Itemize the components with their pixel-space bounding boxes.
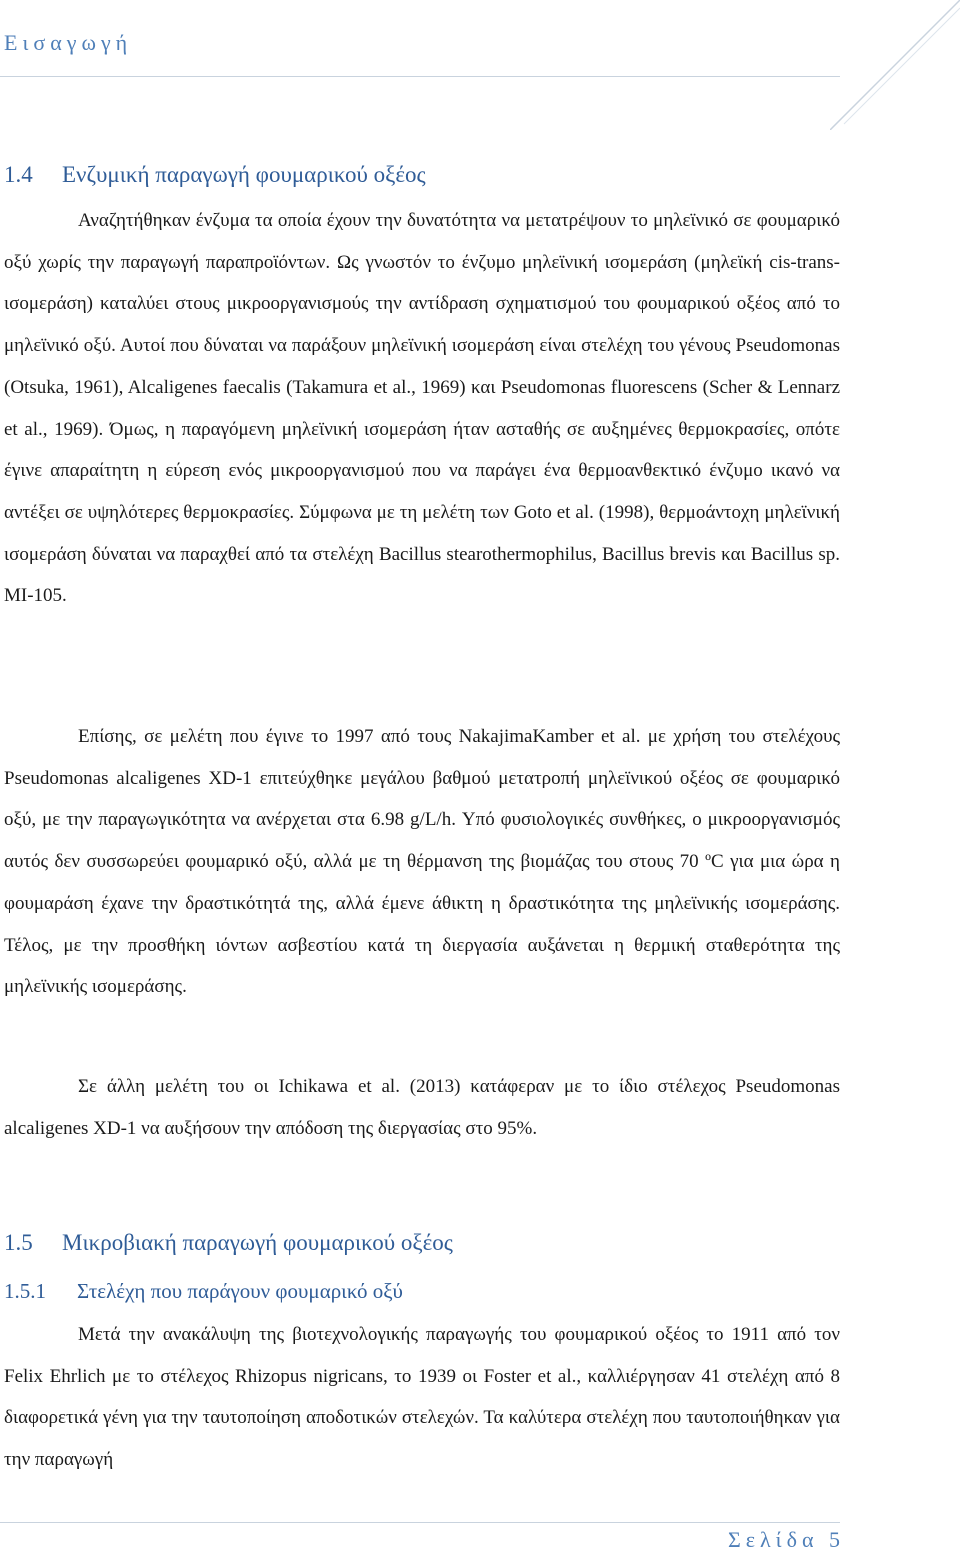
section-number: 1.5.1 — [4, 1279, 46, 1303]
section-title: Ενζυμική παραγωγή φουμαρικού οξέος — [62, 162, 426, 187]
header-rule — [0, 76, 840, 77]
footer-rule — [0, 1522, 840, 1523]
running-header: Εισαγωγή — [4, 30, 133, 55]
page-footer — [728, 1527, 840, 1553]
page-label: Σελίδα — [727, 1527, 819, 1552]
section-number: 1.5 — [4, 1230, 33, 1255]
corner-decoration — [830, 0, 960, 130]
section-heading-1-4 — [4, 162, 426, 188]
section-title: Στελέχη που παράγουν φουμαρικό οξύ — [77, 1279, 403, 1303]
paragraph-2: Επίσης, σε μελέτη που έγινε το 1997 από τους NakajimaKamber et al. με χρήση του στελέχους Pseudomonas alcaligenes XD-1 επιτεύχθηκε μεγάλου βαθμού μετατροπή μηλεϊνικού οξέος σε φουμαρικό οξύ, με την παραγωγικότητα να ανέρχεται στα 6.98 g/L/h. Υπό φυσιολογικές συνθήκες, ο μικροοργανισμός αυτός δεν συσσωρεύει φουμαρικό οξύ, αλλά με τη θέρμανση της βιομάζας του στους 70 ºC για μια ώρα η φουμαράση έχανε την δραστικότητά της, αλλά έμενε άθικτη η δραστικότητα της μηλεϊνικής ισομεράσης. Τέλος, με την προσθήκη ιόντων ασβεστίου κατά τη διεργασία αυξάνεται η θερμική σταθερότητα της μηλεϊνικής ισομεράσης. — [4, 726, 840, 998]
paragraph-1: Αναζητήθηκαν ένζυμα τα οποία έχουν την δυνατότητα να μετατρέψουν το μηλεϊνικό σε φουμαρικό οξύ χωρίς την παραγωγή παραπροϊόντων. Ως γνωστόν το ένζυμο μηλεϊνική ισομεράση (μηλεϊκή cis-trans-ισομεράση) καταλύει στους μικροοργανισμούς την αντίδραση σχηματισμού του φουμαρικού οξέος από το μηλεϊνικό οξύ. Αυτοί που δύναται να παράξουν μηλεϊνική ισομεράση είναι στελέχη του γένους Pseudomonas (Otsuka, 1961), Alcaligenes faecalis (Takamura et al., 1969) και Pseudomonas fluorescens (Scher & Lennarz et al., 1969). Όμως, η παραγόμενη μηλεϊνική ισομεράση ήταν ασταθής σε αυξημένες θερμοκρασίες, οπότε έγινε απαραίτητη η εύρεση ενός μικροοργανισμού που να παράγει ένα θερμοανθεκτικό ένζυμο ικανό να αντέξει σε υψηλότερες θερμοκρασίες. Σύμφωνα με τη μελέτη των Goto et al. (1998), θερμοάντοχη μηλεϊνική ισομεράση δύναται να παραχθεί από τα στελέχη Bacillus stearothermophilus, Bacillus brevis και Bacillus sp. MI-105. — [4, 210, 840, 607]
paragraph-3: Σε άλλη μελέτη του οι Ichikawa et al. (2013) κατάφεραν με το ίδιο στέλεχος Pseudomonas alcaligenes XD-1 να αυξήσουν την απόδοση της διεργασίας στο 95%. — [4, 1076, 840, 1139]
section-heading-1-5-1 — [4, 1279, 403, 1304]
section-number: 1.4 — [4, 162, 33, 187]
section-title: Μικροβιακή παραγωγή φουμαρικού οξέος — [62, 1230, 453, 1255]
page-number: 5 — [829, 1527, 840, 1552]
section-heading-1-5 — [4, 1230, 453, 1256]
paragraph-4: Μετά την ανακάλυψη της βιοτεχνολογικής παραγωγής του φουμαρικού οξέος το 1911 από τον Felix Ehrlich με το στέλεχος Rhizopus nigricans, το 1939 οι Foster et al., καλλιέργησαν 41 στελέχη από 8 διαφορετικά γένη για την ταυτοποίηση αποδοτικών στελεχών. Τα καλύτερα στελέχη που ταυτοποιήθηκαν για την παραγωγή — [4, 1324, 840, 1471]
